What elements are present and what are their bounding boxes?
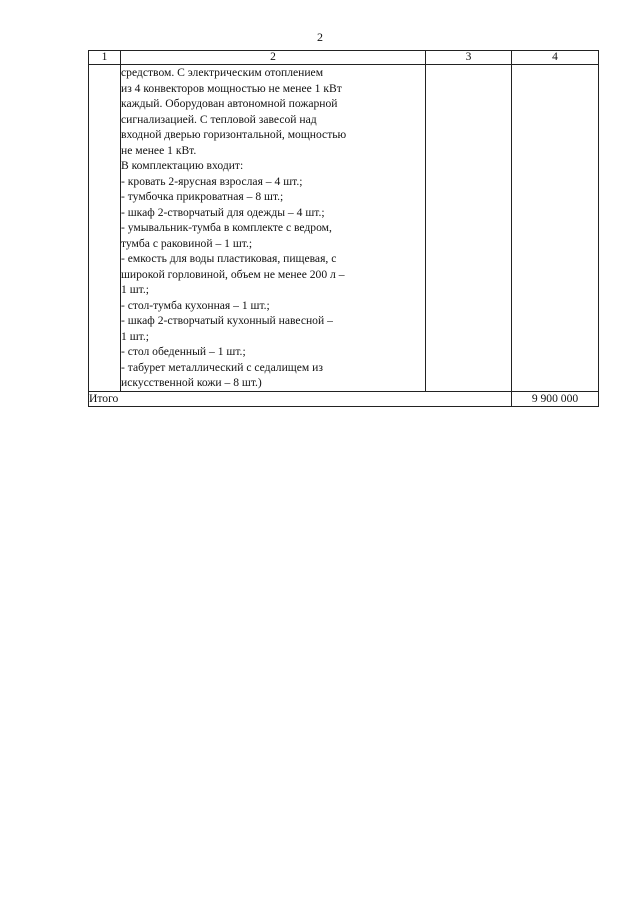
description-line: - табурет металлический с седалищем из <box>121 360 323 374</box>
description-line: - шкаф 2-створчатый для одежды – 4 шт.; <box>121 205 325 219</box>
total-label: Итого <box>89 391 512 406</box>
description-line: - стол-тумба кухонная – 1 шт.; <box>121 298 270 312</box>
description-line: - шкаф 2-створчатый кухонный навесной – <box>121 314 333 327</box>
description-line: искусственной кожи – 8 шт.) <box>121 376 262 389</box>
description-line: сигнализацией. С тепловой завесой над <box>121 112 317 126</box>
cell-description <box>121 65 426 392</box>
description-line: 1 шт.; <box>121 329 149 343</box>
description-line: широкой горловиной, объем не менее 200 л – <box>121 267 345 281</box>
total-value: 9 900 000 <box>512 391 599 406</box>
description-line: - умывальник-тумба в комплекте с ведром, <box>121 221 332 234</box>
description-line: - тумбочка прикроватная – 8 шт.; <box>121 190 284 203</box>
description-line: - кровать 2-ярусная взрослая – 4 шт.; <box>121 174 303 188</box>
cell-quantity <box>426 65 512 392</box>
header-row <box>89 51 599 65</box>
description-line: входной дверью горизонтальной, мощностью <box>121 128 347 141</box>
header-col-3: 3 <box>426 51 512 65</box>
description-line: каждый. Оборудован автономной пожарной <box>121 97 338 110</box>
header-col-4: 4 <box>512 51 599 65</box>
header-col-2: 2 <box>121 51 426 65</box>
cell-number <box>89 65 121 392</box>
header-col-1: 1 <box>89 51 121 65</box>
table-row <box>89 65 599 392</box>
total-row <box>89 391 599 406</box>
description-line: тумба с раковиной – 1 шт.; <box>121 236 253 250</box>
specification-table <box>88 50 599 407</box>
description-line: из 4 конвекторов мощностью не менее 1 кВт <box>121 81 342 95</box>
description-line: - стол обеденный – 1 шт.; <box>121 345 246 358</box>
cell-price <box>512 65 599 392</box>
description-line: не менее 1 кВт. <box>121 143 197 157</box>
page-number: 2 <box>317 30 323 44</box>
description-line: - емкость для воды пластиковая, пищевая, с <box>121 252 337 265</box>
description-line: 1 шт.; <box>121 283 149 296</box>
description-line: средством. С электрическим отоплением <box>121 66 324 79</box>
description-line: В комплектацию входит: <box>121 159 244 172</box>
